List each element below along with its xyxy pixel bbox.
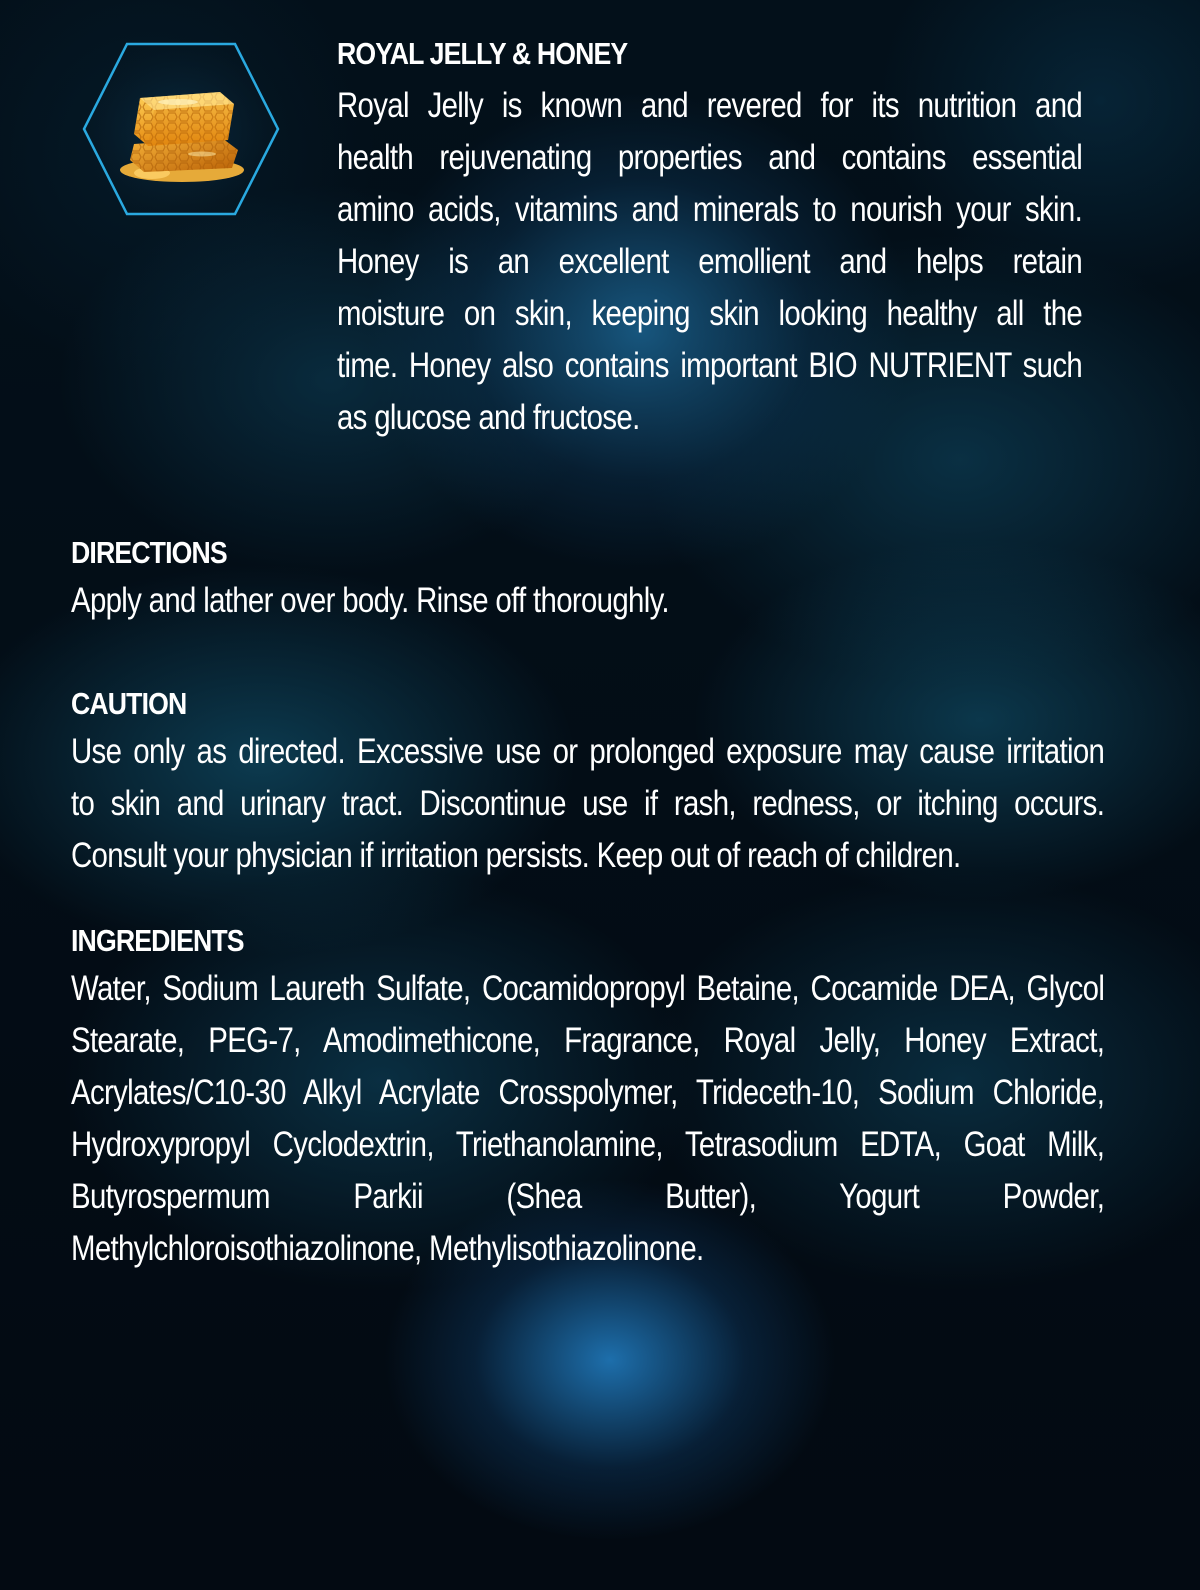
caution-line: Consult your physician if irritation persists. Keep out of reach of children. xyxy=(71,836,961,875)
honeycomb-icon xyxy=(82,42,280,217)
caution-line: Use only as directed. Excessive use or prolonged exposure may cause irritation xyxy=(71,732,1105,771)
ingredients-line: Methylchloroisothiazolinone, Methylisothiazolinone. xyxy=(71,1229,704,1268)
ingredients-line: Stearate, PEG-7, Amodimethicone, Fragrance, Royal Jelly, Honey Extract, xyxy=(71,1021,1105,1060)
caution-title: CAUTION xyxy=(71,686,187,721)
description-line: as glucose and fructose. xyxy=(337,398,640,437)
ingredients-line: Butyrospermum Parkii (Shea Butter), Yogurt Powder, xyxy=(71,1177,1105,1216)
directions-text xyxy=(71,575,1111,627)
directions-line: Apply and lather over body. Rinse off thoroughly. xyxy=(71,581,669,620)
description-line: time. Honey also contains important BIO NUTRIENT such xyxy=(337,346,1083,385)
ingredients-line: Acrylates/C10-30 Alkyl Acrylate Crosspolymer, Trideceth-10, Sodium Chloride, xyxy=(71,1073,1105,1112)
description-line: amino acids, vitamins and minerals to nourish your skin. xyxy=(337,190,1083,229)
directions-section xyxy=(71,533,1111,627)
royal-jelly-description xyxy=(337,80,1082,444)
caution-text xyxy=(71,726,1111,882)
caution-section xyxy=(71,684,1111,882)
ingredients-section xyxy=(71,921,1111,1275)
royal-jelly-section xyxy=(337,34,1082,444)
directions-title: DIRECTIONS xyxy=(71,535,227,570)
honeycomb-badge xyxy=(82,42,280,217)
ingredients-line: Water, Sodium Laureth Sulfate, Cocamidopropyl Betaine, Cocamide DEA, Glycol xyxy=(71,969,1105,1008)
ingredients-text xyxy=(71,963,1111,1275)
ingredients-line: Hydroxypropyl Cyclodextrin, Triethanolamine, Tetrasodium EDTA, Goat Milk, xyxy=(71,1125,1105,1164)
description-line: Honey is an excellent emollient and helps retain xyxy=(337,242,1083,281)
caution-line: to skin and urinary tract. Discontinue use if rash, redness, or itching occurs. xyxy=(71,784,1105,823)
description-line: moisture on skin, keeping skin looking healthy all the xyxy=(337,294,1083,333)
ingredients-title: INGREDIENTS xyxy=(71,923,244,958)
description-line: health rejuvenating properties and contains essential xyxy=(337,138,1083,177)
royal-jelly-title: ROYAL JELLY & HONEY xyxy=(337,36,628,71)
description-line: Royal Jelly is known and revered for its nutrition and xyxy=(337,86,1083,125)
